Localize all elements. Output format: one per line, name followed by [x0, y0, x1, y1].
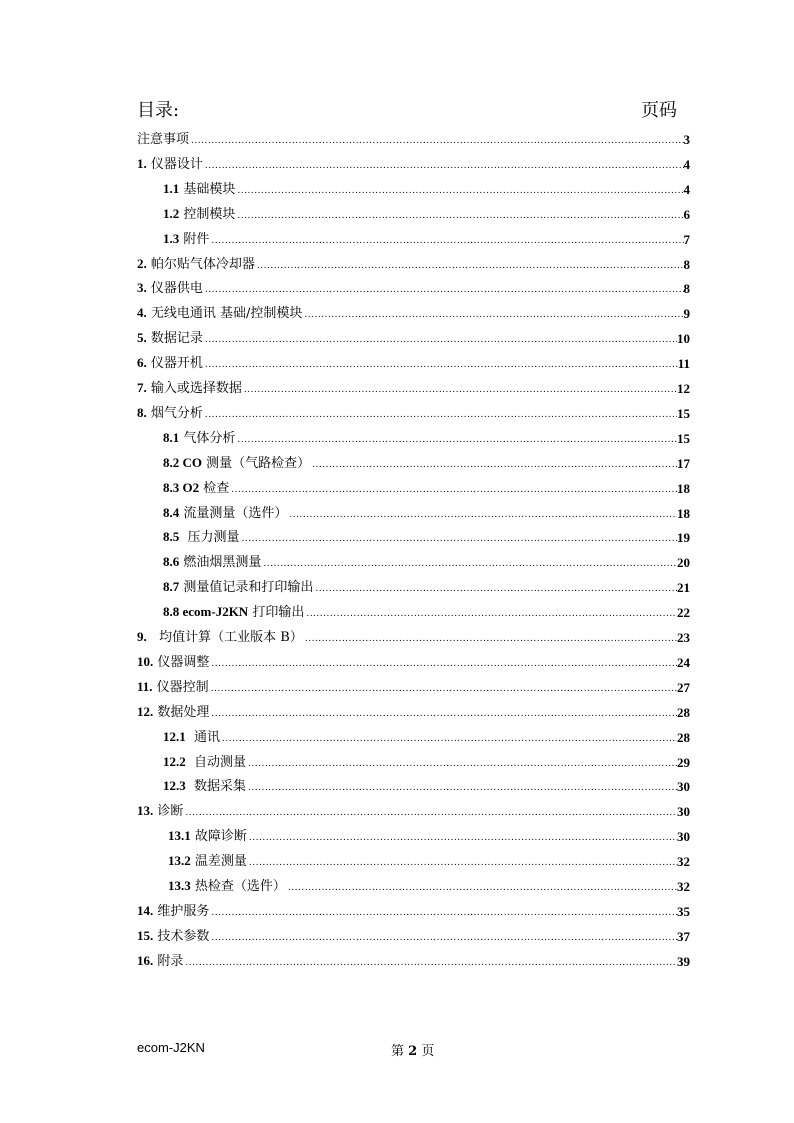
toc-entry-number: 6. — [137, 355, 147, 370]
toc-entry-text: 燃油烟黑测量 — [179, 555, 262, 570]
footer-doc-name: ecom-J2KN — [137, 1040, 205, 1055]
toc-entry-text: 注意事项 — [137, 132, 190, 147]
toc-entry[interactable] — [137, 703, 690, 723]
toc-dot-leader — [261, 555, 677, 573]
toc-entry[interactable] — [137, 155, 690, 175]
toc-entry-text: 通讯 — [185, 730, 221, 745]
toc-entry-page: 9 — [683, 306, 690, 321]
toc-entry-text: 技术参数 — [153, 929, 210, 944]
toc-entry-label — [168, 876, 286, 897]
toc-entry-number: 14. — [137, 903, 154, 918]
toc-entry-page: 11 — [677, 356, 690, 371]
toc-entry-label — [168, 826, 247, 847]
toc-entry[interactable] — [137, 329, 690, 349]
toc-entry-text: 压力测量 — [179, 530, 240, 545]
toc-dot-leader — [209, 929, 677, 947]
toc-dot-leader — [209, 705, 677, 723]
toc-entry-page: 8 — [683, 257, 690, 272]
toc-entry-text: 热检查（选件） — [190, 879, 286, 894]
toc-entry-number: 15. — [137, 928, 154, 943]
toc-entry[interactable] — [163, 504, 690, 524]
toc-entry-number: 13.2 — [168, 853, 191, 868]
toc-entry-label — [137, 652, 209, 673]
toc-entry-page: 24 — [677, 655, 690, 670]
toc-entry-number: 12.2 — [163, 754, 186, 769]
toc-entry[interactable] — [137, 902, 690, 922]
toc-entry-number: 8.4 — [163, 505, 180, 520]
toc-entry-page: 29 — [677, 755, 690, 770]
toc-entry[interactable] — [137, 130, 690, 150]
toc-entry[interactable] — [163, 230, 690, 250]
toc-entry-label — [137, 901, 209, 922]
toc-entry-text: 温差测量 — [190, 854, 247, 869]
toc-entry-number: 8.2 CO — [163, 455, 202, 470]
toc-entry-text: 数据处理 — [153, 705, 210, 720]
toc-entry[interactable] — [168, 852, 690, 872]
toc-entry-text: 数据记录 — [146, 331, 203, 346]
toc-entry-page: 8 — [683, 281, 690, 296]
toc-entry[interactable] — [137, 628, 690, 648]
toc-entry[interactable] — [163, 454, 690, 474]
toc-entry-number: 4. — [137, 305, 147, 320]
toc-entry-label — [137, 951, 183, 972]
toc-dot-leader — [189, 132, 683, 150]
toc-dot-leader — [203, 331, 677, 349]
toc-entry-text: 诊断 — [153, 804, 184, 819]
toc-entry[interactable] — [137, 952, 690, 972]
toc-entry-label — [137, 677, 209, 698]
toc-entry-page: 15 — [677, 406, 690, 421]
toc-entry-number: 8.8 ecom-J2KN — [163, 604, 249, 619]
toc-entry-label — [163, 204, 235, 225]
toc-entry-text: 仪器控制 — [152, 680, 209, 695]
toc-entry-text: 故障诊断 — [190, 829, 247, 844]
toc-entry-page: 22 — [677, 605, 690, 620]
toc-entry-page: 32 — [677, 879, 690, 894]
toc-entry-page: 15 — [677, 431, 690, 446]
toc-entry-number: 8.7 — [163, 579, 180, 594]
toc-entry[interactable] — [137, 379, 690, 399]
toc-entry-text: 仪器开机 — [146, 356, 203, 371]
toc-entry-text: 自动测量 — [185, 755, 247, 770]
toc-entry-page: 39 — [677, 954, 690, 969]
toc-entry-number: 10. — [137, 654, 154, 669]
toc-dot-leader — [203, 406, 677, 424]
toc-entry-label — [137, 801, 183, 822]
toc-entry-text: 仪器供电 — [146, 281, 203, 296]
toc-entry-label — [137, 353, 203, 374]
toc-entry[interactable] — [163, 777, 690, 797]
toc-entry-label — [137, 129, 189, 150]
footer-page-number — [391, 1040, 434, 1059]
toc-entry-text: 仪器设计 — [146, 157, 203, 172]
toc-entry-text: 维护服务 — [153, 904, 210, 919]
toc-entry-label — [163, 727, 220, 748]
toc-entry-label — [137, 926, 209, 947]
toc-entry-label — [163, 776, 246, 797]
toc-entry-number: 13.1 — [168, 828, 191, 843]
toc-entry-label — [137, 403, 203, 424]
toc-entry[interactable] — [168, 827, 690, 847]
toc-entry-page: 18 — [677, 506, 690, 521]
toc-dot-leader — [183, 954, 677, 972]
toc-dot-leader — [302, 306, 683, 324]
toc-entry-number: 3. — [137, 280, 147, 295]
toc-header — [137, 96, 677, 124]
toc-entry-page: 7 — [683, 232, 690, 247]
toc-dot-leader — [247, 854, 677, 872]
toc-dot-leader — [220, 730, 677, 748]
toc-dot-leader — [209, 232, 683, 250]
toc-entry-page: 3 — [683, 132, 690, 147]
toc-entry-number: 8.6 — [163, 554, 180, 569]
toc-entry-page: 20 — [677, 555, 690, 570]
toc-dot-leader — [209, 680, 677, 698]
toc-entry[interactable] — [163, 753, 690, 773]
toc-entry[interactable] — [137, 678, 690, 698]
toc-entry-number: 16. — [137, 953, 154, 968]
toc-entry-label — [163, 229, 209, 250]
toc-entry-number: 1.1 — [163, 181, 180, 196]
toc-dot-leader — [246, 779, 677, 797]
toc-entry-number: 2. — [137, 256, 147, 271]
toc-dot-leader — [286, 879, 677, 897]
toc-entry-number: 8. — [137, 405, 147, 420]
toc-title: 目录: — [137, 100, 180, 121]
toc-entry-number: 1.2 — [163, 206, 180, 221]
toc-entry-page: 23 — [677, 630, 690, 645]
toc-entry-label — [137, 303, 302, 324]
toc-entry-page: 28 — [677, 730, 690, 745]
toc-dot-leader — [203, 281, 684, 299]
toc-entry[interactable] — [163, 603, 690, 623]
toc-entry-text: 帕尔贴气体冷却器 — [146, 257, 255, 272]
toc-entry-page: 18 — [677, 481, 690, 496]
toc-entry[interactable] — [137, 279, 690, 299]
toc-entry[interactable] — [163, 528, 690, 548]
toc-entry-number: 12.3 — [163, 778, 186, 793]
footer-page-prefix: 第 — [391, 1044, 409, 1059]
toc-entry-label — [168, 851, 247, 872]
toc-entry-number: 1.3 — [163, 231, 180, 246]
toc-entry-number: 8.3 O2 — [163, 480, 200, 495]
toc-entry[interactable] — [168, 877, 690, 897]
toc-entry-text: 输入或选择数据 — [146, 381, 242, 396]
toc-entry-label — [163, 602, 304, 623]
toc-entry-number: 1. — [137, 156, 147, 171]
toc-entry-page: 30 — [677, 779, 690, 794]
toc-dot-leader — [246, 755, 677, 773]
toc-entry[interactable] — [163, 553, 690, 573]
toc-dot-leader — [313, 580, 677, 598]
toc-entry-number: 13. — [137, 803, 154, 818]
page-footer — [137, 1040, 677, 1060]
toc-entry[interactable] — [163, 728, 690, 748]
toc-entry-label — [137, 278, 203, 299]
toc-entry[interactable] — [163, 205, 690, 225]
toc-entry-page: 17 — [677, 456, 690, 471]
toc-entry-label — [137, 702, 209, 723]
toc-entry-text: 烟气分析 — [146, 406, 203, 421]
toc-entry-label — [163, 179, 235, 200]
footer-page-value: 2 — [408, 1044, 418, 1059]
toc-entry-text: 数据采集 — [185, 779, 247, 794]
toc-entry-text: 无线电通讯 基础/控制模块 — [146, 306, 303, 321]
toc-entry-text: 附件 — [179, 232, 210, 247]
toc-entry-number: 11. — [137, 679, 153, 694]
toc-entry-number: 7. — [137, 380, 147, 395]
toc-entry[interactable] — [137, 354, 690, 374]
toc-dot-leader — [255, 257, 684, 275]
toc-entry-label — [137, 378, 242, 399]
toc-entry-page: 35 — [677, 904, 690, 919]
toc-entry[interactable] — [163, 578, 690, 598]
toc-entry-number: 12. — [137, 704, 154, 719]
toc-entry-label — [163, 428, 235, 449]
toc-entry[interactable] — [137, 802, 690, 822]
toc-entry-page: 4 — [683, 157, 690, 172]
toc-dot-leader — [183, 804, 677, 822]
page-column-label: 页码 — [641, 100, 677, 121]
toc-entry-page: 30 — [677, 829, 690, 844]
toc-entry-page: 28 — [677, 705, 690, 720]
toc-entry-page: 27 — [677, 680, 690, 695]
toc-dot-leader — [235, 207, 683, 225]
toc-entry-page: 4 — [683, 182, 690, 197]
toc-entry-label — [163, 527, 240, 548]
toc-entry[interactable] — [137, 304, 690, 324]
toc-entry-page: 19 — [677, 530, 690, 545]
toc-dot-leader — [303, 630, 677, 648]
toc-dot-leader — [229, 481, 677, 499]
toc-dot-leader — [235, 182, 683, 200]
toc-entry[interactable] — [137, 404, 690, 424]
toc-entry-number: 12.1 — [163, 729, 186, 744]
toc-entry-label — [163, 453, 310, 474]
toc-entry-text: 测量（气路检查） — [202, 456, 311, 471]
toc-entry[interactable] — [163, 479, 690, 499]
toc-dot-leader — [240, 530, 677, 548]
toc-entry-text: 控制模块 — [179, 207, 236, 222]
toc-entry-number: 8.1 — [163, 430, 180, 445]
toc-entry-label — [163, 503, 287, 524]
toc-entry-text: 测量值记录和打印输出 — [179, 580, 314, 595]
toc-entry-text: 基础模块 — [179, 182, 236, 197]
toc-dot-leader — [203, 356, 678, 374]
toc-entry-page: 21 — [677, 580, 690, 595]
toc-dot-leader — [247, 829, 677, 847]
toc-entry-number: 8.5 — [163, 529, 180, 544]
toc-entry[interactable] — [137, 653, 690, 673]
toc-entry-label — [163, 752, 246, 773]
toc-entry-page: 10 — [677, 331, 690, 346]
toc-entry-label — [137, 328, 203, 349]
toc-dot-leader — [235, 431, 677, 449]
toc-entry-page: 6 — [683, 207, 690, 222]
toc-dot-leader — [304, 605, 677, 623]
toc-entry-page: 37 — [677, 929, 690, 944]
toc-dot-leader — [209, 904, 677, 922]
toc-entry[interactable] — [163, 429, 690, 449]
toc-entry-number: 13.3 — [168, 878, 191, 893]
toc-entry-text: 检查 — [199, 481, 230, 496]
toc-entry-label — [163, 577, 313, 598]
toc-entry-text: 气体分析 — [179, 431, 236, 446]
footer-page-suffix: 页 — [417, 1044, 435, 1059]
toc-entry-text: 打印输出 — [248, 605, 305, 620]
toc-entry-number: 5. — [137, 330, 147, 345]
toc-entry-number: 9. — [137, 629, 147, 644]
toc-entry[interactable] — [137, 927, 690, 947]
toc-entry[interactable] — [163, 180, 690, 200]
toc-dot-leader — [203, 157, 684, 175]
toc-entry-page: 12 — [677, 381, 690, 396]
toc-dot-leader — [242, 381, 677, 399]
toc-entry-text: 附录 — [153, 954, 184, 969]
toc-entry-label — [137, 627, 303, 648]
toc-entry-label — [137, 154, 203, 175]
toc-entry-label — [163, 552, 261, 573]
toc-dot-leader — [287, 506, 677, 524]
toc-entry-page: 32 — [677, 854, 690, 869]
toc-entry-text: 仪器调整 — [153, 655, 210, 670]
toc-entry-page: 30 — [677, 804, 690, 819]
toc-entry-label — [137, 254, 255, 275]
toc-entry-label — [163, 478, 229, 499]
toc-dot-leader — [310, 456, 677, 474]
toc-entry-text: 流量测量（选件） — [179, 506, 288, 521]
toc-entry-text: 均值计算（工业版本 B） — [146, 630, 303, 645]
toc-dot-leader — [209, 655, 677, 673]
toc-entry[interactable] — [137, 255, 690, 275]
